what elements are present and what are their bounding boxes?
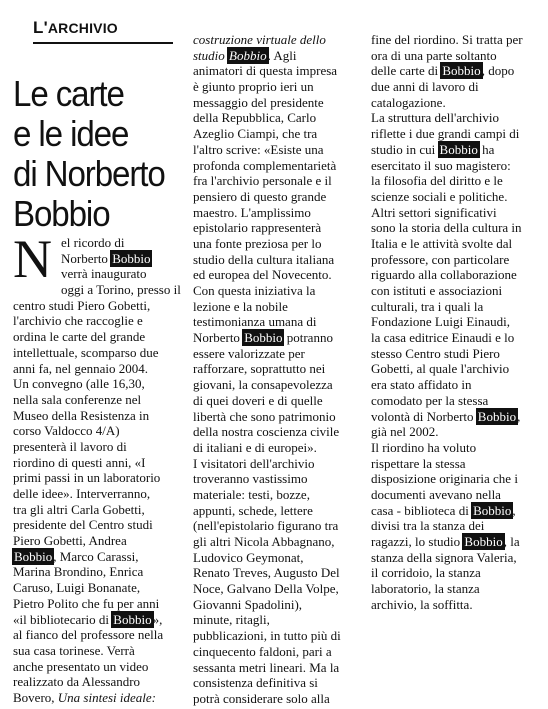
text-line (13, 455, 183, 471)
text-run: laboratorio, la stanza (371, 581, 480, 597)
text-run: è giunto proprio ieri un (193, 79, 314, 95)
text-run: Norberto (61, 250, 112, 266)
article-column-3 (371, 32, 541, 612)
drop-cap: N (13, 229, 52, 289)
text-run: ora di una parte soltanto (371, 47, 497, 63)
highlighted-name: Bobbio (473, 502, 512, 518)
text-run: presenterà il lavoro di (13, 438, 127, 454)
text-run: Il riordino ha voluto (371, 439, 477, 455)
text-line (13, 423, 183, 439)
text-line (13, 298, 183, 314)
text-line (193, 691, 363, 707)
text-line (193, 126, 363, 142)
text-run: , (517, 408, 521, 424)
text-run: consistenza definitiva si (193, 675, 318, 691)
highlighted-name: Bobbio (113, 611, 152, 627)
text-run: divisi tra la stanza dei (371, 518, 485, 534)
text-line (193, 424, 363, 440)
text-run: ed europea del Novecento. (193, 267, 332, 283)
text-line (13, 470, 183, 486)
text-run: la casa editrice Einaudi e lo (371, 330, 515, 346)
text-line (13, 439, 183, 455)
text-run: riguardo alla collaborazione (371, 267, 517, 283)
text-line (371, 503, 541, 519)
text-line (13, 517, 183, 533)
text-run: professore, con particolare (371, 251, 510, 267)
text-run: troveranno vastissimo (193, 471, 308, 487)
text-run: delle idee». Interverranno, (13, 486, 151, 501)
text-line (371, 173, 541, 189)
text-run: Piero Gobetti, Andrea (13, 533, 127, 549)
text-line (371, 252, 541, 268)
text-run: della Repubblica, Carlo (193, 110, 317, 126)
text-run: fra l'archivio personale e il (193, 173, 332, 189)
text-line (371, 409, 541, 425)
text-line (371, 361, 541, 377)
text-run: la filosofia del diritto e le (371, 173, 503, 189)
text-run: rispettare la stessa (371, 455, 466, 471)
text-line (371, 79, 541, 95)
text-run: riordino di questi anni, «I (13, 454, 146, 470)
text-run: profonda complementarietà (193, 157, 337, 173)
text-run: rafforzare, soprattutto nei (193, 361, 326, 377)
text-line (193, 220, 363, 236)
text-run: el ricordo di (61, 235, 125, 250)
text-run: Con questa iniziativa la (193, 283, 316, 298)
text-line (193, 518, 363, 534)
text-line (371, 393, 541, 409)
text-run: oggi a Torino, presso il (61, 282, 181, 298)
highlighted-name: Bobbio (477, 408, 517, 424)
text-line (193, 361, 363, 377)
text-run: delle carte di (371, 63, 442, 79)
text-run: Un convegno (alle 16,30, (13, 376, 145, 392)
text-line (193, 456, 363, 472)
text-line (371, 330, 541, 346)
text-line (371, 581, 541, 597)
text-run: Ludovico Geymonat, (193, 549, 304, 565)
highlighted-name: Bobbio (464, 534, 503, 549)
text-run: ragazzi, lo studio (371, 534, 464, 549)
text-run: . Agli (267, 47, 297, 63)
text-line (193, 550, 363, 566)
text-line (193, 236, 363, 252)
text-line (371, 95, 541, 111)
text-run: Noce, Galvano Della Volpe, (193, 581, 339, 597)
text-line (193, 471, 363, 487)
text-run: Caruso, Luigi Bonanate, (13, 580, 141, 596)
text-run: », (152, 611, 163, 627)
text-run: maestro. L'amplissimo (193, 204, 311, 220)
text-run: catalogazione. (371, 94, 446, 110)
text-run: appunti, schede, lettere (193, 502, 313, 518)
text-line (371, 32, 541, 48)
text-line (193, 534, 363, 550)
text-run: centro studi Piero Gobetti, (13, 297, 151, 313)
text-run: Marina Brondino, Enrica (13, 564, 144, 580)
text-line (13, 690, 183, 706)
text-run: ha (478, 141, 495, 157)
text-run: cinquecento faldoni, pari a (193, 643, 332, 659)
text-line (193, 314, 363, 330)
text-line (13, 486, 183, 502)
text-line (371, 456, 541, 472)
article-headline (13, 74, 165, 234)
text-line (371, 471, 541, 487)
text-line (193, 581, 363, 597)
text-line (13, 627, 183, 643)
text-line (371, 48, 541, 64)
text-run: messaggio del presidente (193, 94, 324, 110)
rubric-title (33, 18, 173, 38)
text-line (13, 502, 183, 518)
text-run: intellettuale, scomparso due (13, 344, 159, 360)
text-run: gli altri Nicola Abbagnano, (193, 534, 335, 549)
text-line (371, 424, 541, 440)
text-run: I visitatori dell'archivio (193, 455, 315, 471)
text-run: casa - biblioteca di (371, 502, 473, 518)
text-run: verrà inaugurato (61, 266, 147, 282)
text-run: , (512, 502, 516, 518)
text-line (193, 660, 363, 676)
text-line (193, 158, 363, 174)
text-line (193, 32, 363, 48)
text-line (193, 409, 363, 425)
text-line (371, 565, 541, 581)
text-line (193, 628, 363, 644)
text-line (193, 48, 363, 64)
text-run: stanza della signora Valeria, (371, 549, 517, 565)
text-run: «il bibliotecario di (13, 611, 113, 627)
highlighted-name: Bobbio (112, 250, 151, 266)
text-line (193, 597, 363, 613)
text-line (13, 345, 183, 361)
text-line (371, 487, 541, 503)
text-line (371, 158, 541, 174)
rubric-underline (33, 42, 173, 44)
text-run: sessanta metri lineari. Ma la (193, 659, 340, 675)
text-run: documenti avevano nella (371, 486, 501, 502)
text-run: Gobetti, al quale l'archivio (371, 361, 510, 377)
text-run: disposizione originaria che i (371, 471, 518, 487)
text-line (193, 377, 363, 393)
text-line (13, 329, 183, 345)
text-line (13, 612, 183, 628)
highlighted-name: Bobbio (439, 141, 478, 157)
text-run: esercitato il suo magistero: (371, 157, 511, 173)
text-line (193, 95, 363, 111)
headline-line: Bobbio (13, 193, 110, 234)
text-line (371, 236, 541, 252)
text-line (193, 675, 363, 691)
text-line (13, 282, 183, 298)
text-run: archivio, la soffitta. (371, 596, 473, 612)
text-run: Una sintesi ideale: (57, 689, 156, 705)
text-line (371, 283, 541, 299)
text-run: costruzione virtuale dello (193, 32, 326, 47)
text-line (193, 503, 363, 519)
text-run: anche presentato un video (13, 658, 149, 674)
text-line (193, 299, 363, 315)
text-run: Bovero, (13, 689, 58, 705)
text-run: Fondazione Luigi Einaudi, (371, 314, 511, 330)
text-run: della nostra coscienza civile (193, 424, 340, 440)
text-run: materiale: testi, bozze, (193, 486, 310, 502)
text-line (13, 361, 183, 377)
text-run: volontà di Norberto (371, 408, 477, 424)
text-run: di quei doveri e di quelle (193, 392, 323, 408)
text-line (13, 392, 183, 408)
text-line (193, 644, 363, 660)
text-run: realizzato da Alessandro (13, 674, 141, 690)
text-run: pensiero di questo grande (193, 188, 327, 204)
text-run: Pietro Polito che fu per anni (13, 595, 160, 611)
text-run: lezione e la nobile (193, 298, 288, 314)
text-run: sono la storia della cultura in (371, 220, 522, 236)
text-line (13, 235, 183, 251)
text-line (371, 550, 541, 566)
highlighted-name: Bobbio (14, 548, 53, 564)
text-run: Museo della Resistenza in (13, 407, 150, 423)
text-line (13, 313, 183, 329)
text-line (371, 126, 541, 142)
text-line (13, 251, 183, 267)
text-line (13, 564, 183, 580)
text-line (193, 487, 363, 503)
text-line (193, 393, 363, 409)
text-line (13, 580, 183, 596)
article-column-2 (193, 32, 363, 707)
text-line (371, 597, 541, 613)
text-run: una fonte preziosa per lo (193, 235, 322, 251)
text-run: La struttura dell'archivio (371, 110, 499, 126)
text-line (371, 63, 541, 79)
headline-line: Le carte (13, 73, 124, 114)
headline-line: di Norberto (13, 153, 165, 194)
text-run: , Marco Carassi, (53, 548, 139, 564)
text-line (193, 612, 363, 628)
text-run: studio in cui (371, 141, 439, 157)
highlighted-name: Bobbio (442, 63, 481, 79)
text-run: scienze sociali e politiche. (371, 188, 508, 204)
text-run: comodato per la stessa (371, 392, 489, 408)
text-run: corso Valdocco 4/A) (13, 423, 120, 439)
text-run: Altri settori significativi (371, 204, 497, 220)
text-run: già nel 2002. (371, 424, 439, 440)
text-line (193, 565, 363, 581)
text-line (371, 346, 541, 362)
text-run: testimonianza umana di (193, 314, 317, 330)
text-run: primi passi in un laboratorio (13, 470, 161, 486)
text-line (13, 596, 183, 612)
rubric-word: ARCHIVIO (47, 20, 118, 36)
text-run: tra gli altri Carla Gobetti, (13, 501, 145, 517)
text-run: essere valorizzate per (193, 345, 305, 361)
text-run: Giovanni Spadolini), (193, 596, 303, 612)
section-rubric (33, 18, 173, 38)
text-run: potrà considerare solo alla (193, 690, 330, 706)
text-line (193, 205, 363, 221)
text-line (193, 283, 363, 299)
text-run: studio (193, 47, 229, 63)
text-run: di italiani e di europei». (193, 439, 317, 455)
text-line (13, 659, 183, 675)
text-run: Azeglio Ciampi, che tra (193, 126, 318, 142)
text-run: minute, ritagli, (193, 612, 270, 628)
rubric-prefix: L' (33, 18, 48, 37)
text-run: epistolario rappresenterà (193, 220, 322, 236)
text-line (371, 440, 541, 456)
text-run: Norberto (193, 330, 244, 346)
text-line (371, 377, 541, 393)
text-run: libertà che sono patrimonio (193, 408, 336, 424)
text-run: nella sala conferenze nel (13, 391, 142, 407)
text-line (193, 252, 363, 268)
highlighted-name: Bobbio (244, 330, 283, 346)
text-line (13, 674, 183, 690)
text-run: era stato affidato in (371, 377, 472, 393)
text-run: fine del riordino. Si tratta per (371, 32, 523, 47)
text-run: , dopo (481, 63, 515, 79)
highlighted-name: Bobbio (229, 47, 267, 63)
text-line (193, 440, 363, 456)
text-line (193, 79, 363, 95)
text-run: anni fa, nel gennaio 2004. (13, 360, 149, 376)
text-line (13, 533, 183, 549)
text-run: il corridoio, la stanza (371, 565, 481, 581)
text-line (13, 408, 183, 424)
text-line (193, 142, 363, 158)
text-run: l'altro scrive: «Esiste una (193, 141, 324, 157)
text-run: Renato Treves, Augusto Del (193, 565, 340, 581)
text-run: , la (503, 534, 520, 549)
text-line (371, 142, 541, 158)
text-run: riflette i due grandi campi di (371, 126, 520, 142)
text-line (193, 346, 363, 362)
text-line (371, 314, 541, 330)
text-line (13, 266, 183, 282)
article-column-1 (13, 229, 183, 706)
text-line (193, 110, 363, 126)
text-run: culturali, tra i quali la (371, 298, 484, 314)
text-line (13, 549, 183, 565)
headline-line: e le idee (13, 113, 129, 154)
text-run: due anni di lavoro di (371, 79, 479, 95)
text-run: animatori di questa impresa (193, 63, 338, 79)
text-run: potranno (283, 330, 333, 346)
text-line (371, 534, 541, 550)
text-line (371, 299, 541, 315)
text-line (13, 643, 183, 659)
text-run: giovani, la consapevolezza (193, 377, 333, 393)
text-line (371, 267, 541, 283)
text-run: Italia e le attività svolte dal (371, 235, 513, 251)
text-line (193, 267, 363, 283)
text-run: ordina le carte del grande (13, 329, 146, 345)
text-line (193, 173, 363, 189)
text-run: pubblicazioni, in tutto più di (193, 628, 341, 644)
text-run: sua casa torinese. Verrà (13, 642, 135, 658)
text-line (371, 110, 541, 126)
text-run: l'archivio che raccoglie e (13, 313, 143, 329)
text-run: stesso Centro studi Piero (371, 345, 500, 361)
text-line (371, 220, 541, 236)
text-run: presidente del Centro studi (13, 517, 153, 533)
text-line (193, 189, 363, 205)
text-line (371, 189, 541, 205)
text-run: con istituti e associazioni (371, 283, 503, 298)
text-line (371, 205, 541, 221)
text-line (13, 376, 183, 392)
text-run: studio della cultura italiana (193, 251, 335, 267)
text-run: (nell'epistolario figurano tra (193, 518, 339, 534)
text-line (193, 330, 363, 346)
text-line (371, 518, 541, 534)
text-run: al fianco del professore nella (13, 627, 164, 643)
text-line (193, 63, 363, 79)
